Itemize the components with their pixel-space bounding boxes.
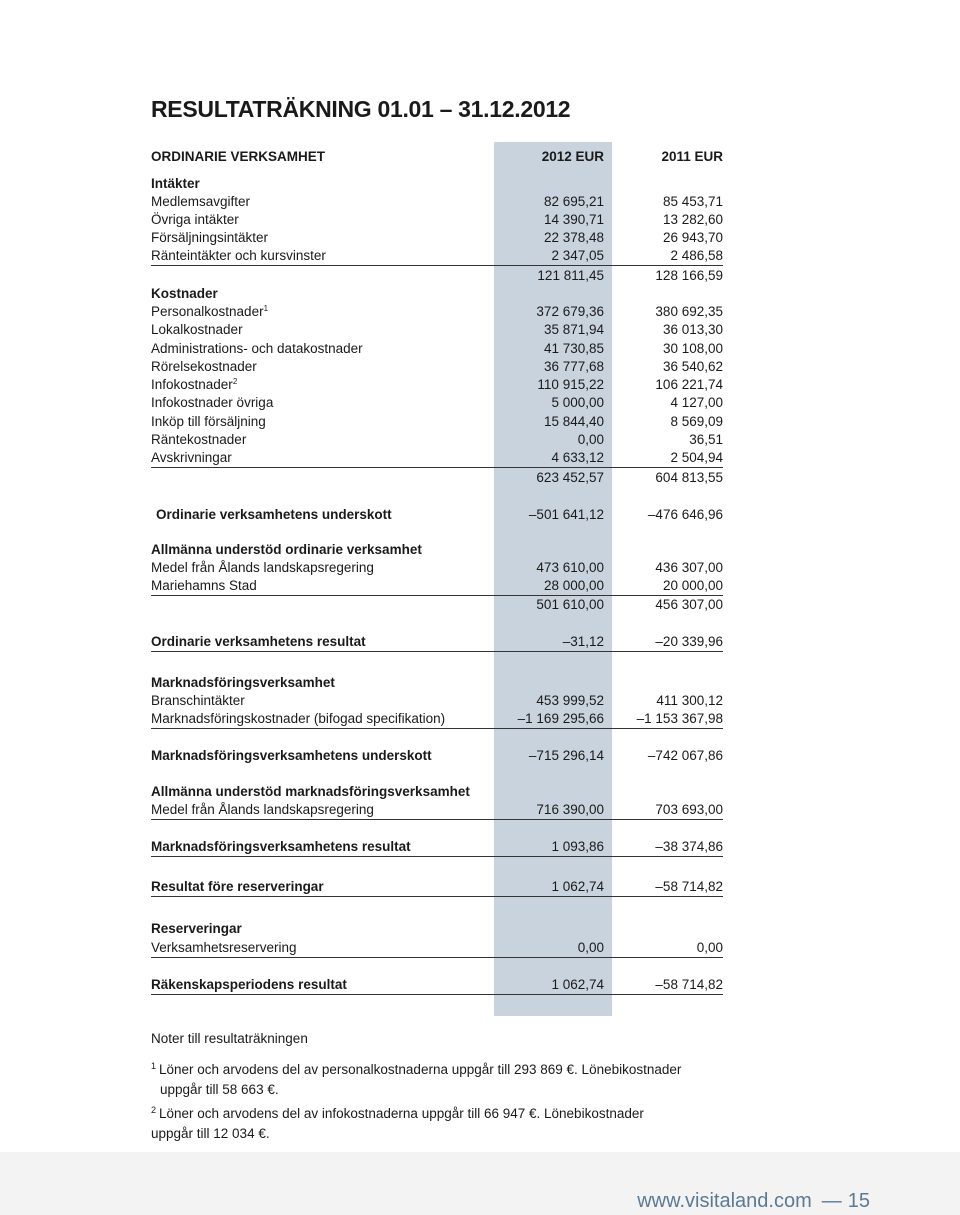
group-heading: Reserveringar	[151, 921, 242, 936]
final-result-row: Räkenskapsperiodens resultat 1 062,74 –58 714,82	[151, 976, 723, 995]
table-header	[151, 148, 723, 166]
section-heading: ORDINARIE VERKSAMHET	[151, 149, 326, 164]
table-row: Mariehamns Stad 28 000,00 20 000,00	[151, 577, 723, 596]
subtotal-row: 121 811,45 128 166,59	[537, 268, 723, 283]
table-row: Övriga intäkter 14 390,71 13 282,60	[151, 212, 723, 227]
page-title: RESULTATRÄKNING 01.01 – 31.12.2012	[151, 96, 571, 122]
footer-dash: —	[821, 1190, 842, 1212]
result-row: Marknadsföringsverksamhetens resultat 1 093,86 –38 374,86	[151, 838, 723, 857]
notes-heading: Noter till resultaträkningen	[151, 1031, 308, 1046]
table-row: Branschintäkter 453 999,52 411 300,12	[151, 693, 723, 708]
table-row: Inköp till försäljning 15 844,40 8 569,09	[151, 414, 723, 429]
page-number: 15	[847, 1190, 870, 1212]
result-row: Marknadsföringsverksamhetens underskott –715 296,14 –742 067,86	[151, 748, 723, 763]
footnote-1: $^1$ Löner och arvodens del av personalkostnaderna uppgår till 293 869 €. Lönebikostnader uppgår till 58 663 €.	[151, 1061, 682, 1097]
group-heading: Allmänna understöd ordinarie verksamhet	[151, 542, 422, 557]
table-row: Infokostnader$^2$ 110 915,22 106 221,74	[151, 377, 723, 392]
subtotal-row: 501 610,00 456 307,00	[536, 597, 723, 612]
footnote-marker: 1	[263, 304, 269, 313]
table-row: Ränteintäkter och kursvinster 2 347,05 2 486,58	[151, 247, 723, 266]
table-row: Medlemsavgifter 82 695,21 85 453,71	[151, 194, 723, 209]
table-row: Rörelsekostnader 36 777,68 36 540,62	[151, 359, 723, 374]
table-row: Verksamhetsreservering 0,00 0,00	[151, 939, 723, 958]
table-row: Avskrivningar 4 633,12 2 504,94	[151, 449, 723, 468]
footnote-2: $^2$ Löner och arvodens del av infokostnaderna uppgår till 66 947 €. Lönebikostnader uppgår till 12 034 €.	[151, 1105, 644, 1141]
group-heading: Kostnader	[151, 286, 218, 301]
column-header-2012: 2012 EUR	[541, 149, 604, 164]
table-row: Administrations- och datakostnader 41 730,85 30 108,00	[151, 341, 723, 356]
result-row: Resultat före reserveringar 1 062,74 –58 714,82	[151, 878, 723, 897]
page-footer	[637, 1190, 870, 1213]
group-heading: Intäkter	[151, 176, 200, 191]
footer-url[interactable]: www.visitaland.com	[637, 1190, 812, 1212]
subtotal-row: 623 452,57 604 813,55	[536, 470, 723, 485]
table-row: Lokalkostnader 35 871,94 36 013,30	[151, 322, 723, 337]
group-heading: Allmänna understöd marknadsföringsverksamhet	[151, 784, 470, 799]
table-row: Räntekostnader 0,00 36,51	[151, 432, 723, 447]
footnote-marker: 2	[232, 377, 238, 386]
result-row: Ordinarie verksamhetens resultat –31,12 –20 339,96	[151, 633, 723, 652]
table-row: Personalkostnader$^1$ 372 679,36 380 692,35	[151, 304, 723, 319]
group-heading: Marknadsföringsverksamhet	[151, 675, 335, 690]
result-row: Ordinarie verksamhetens underskott –501 641,12 –476 646,96	[156, 507, 723, 522]
table-row: Medel från Ålands landskapsregering 473 610,00 436 307,00	[151, 560, 723, 575]
table-row: Medel från Ålands landskapsregering 716 390,00 703 693,00	[151, 801, 723, 820]
table-row: Försäljningsintäkter 22 378,48 26 943,70	[151, 230, 723, 245]
column-header-2011: 2011 EUR	[661, 149, 723, 164]
table-row: Infokostnader övriga 5 000,00 4 127,00	[151, 395, 723, 410]
table-row: Marknadsföringskostnader (bifogad specifikation) –1 169 295,66 –1 153 367,98	[151, 710, 723, 729]
